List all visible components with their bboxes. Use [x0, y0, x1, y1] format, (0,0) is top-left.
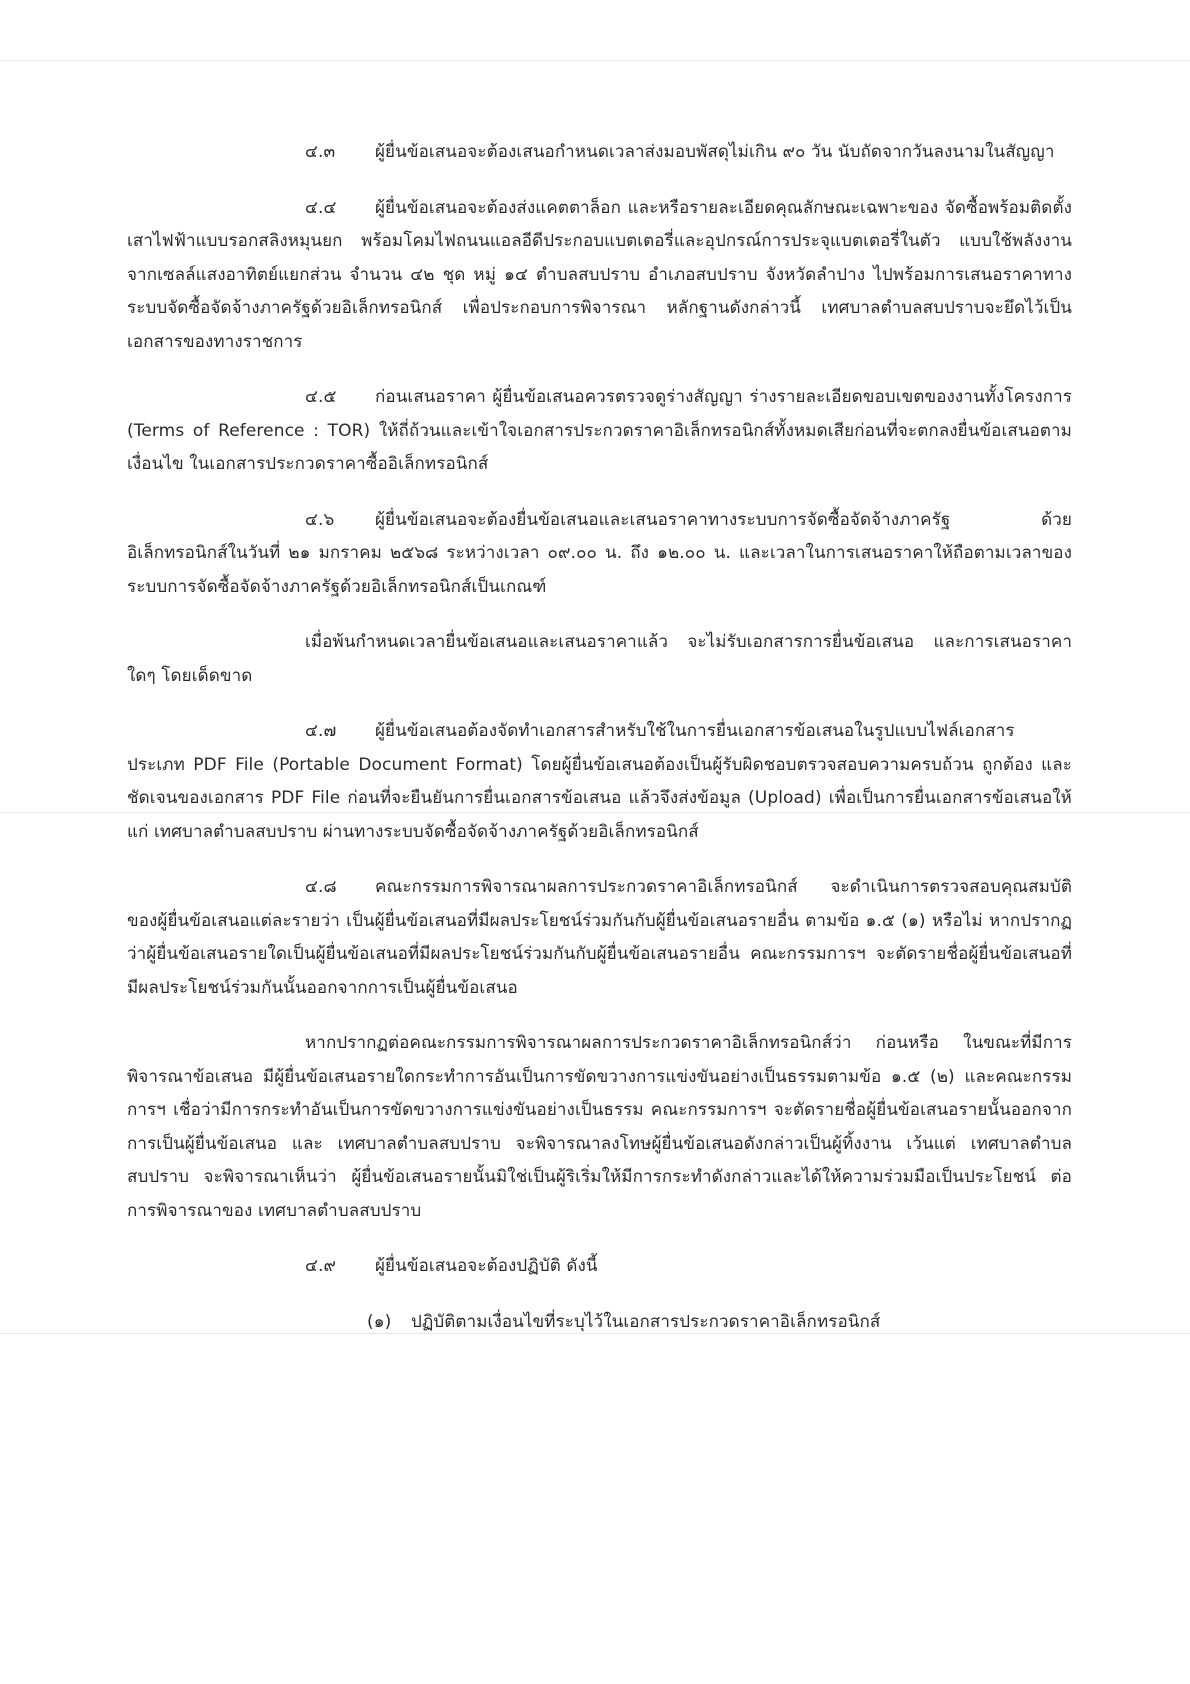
clause-text: ก่อนเสนอราคา ผู้ยื่นข้อเสนอควรตรวจดูร่างสัญญา ร่างรายละเอียดขอบเขตของงานทั้งโครงการ (Terms of Reference : TOR) ให้ถี่ถ้วนและเข้าใจเอกสารประกวดราคาอิเล็กทรอนิกส์ทั้งหมดเสียก่อนที่จะตกลงยื่นข้อเสนอตามเงื่อนไข ในเอกสารประกวดราคาซื้ออิเล็กทรอนิกส์ [127, 387, 1072, 474]
clause-number: ๔.๕ [305, 387, 337, 407]
clause-4-3 [127, 136, 1072, 170]
clause-text: ผู้ยื่นข้อเสนอจะต้องส่งแคตตาล็อก และหรือรายละเอียดคุณลักษณะเฉพาะของ จัดซื้อพร้อมติดตั้งเสาไฟฟ้าแบบรอกสลิงหมุนยก พร้อมโคมไฟถนนแอลอีดีประกอบแบตเตอรี่และอุปกรณ์การประจุแบตเตอรี่ในตัว แบบใช้พลังงานจากเซลล์แสงอาทิตย์แยกส่วน จำนวน ๔๒ ชุด หมู่ ๑๔ ตำบลสบปราบ อำเภอสบปราบ จังหวัดลำปาง ไปพร้อมการเสนอราคาทางระบบจัดซื้อจัดจ้างภาครัฐด้วยอิเล็กทรอนิกส์ เพื่อประกอบการพิจารณา หลักฐานดังกล่าวนี้ เทศบาลตำบลสบปราบจะยึดไว้เป็นเอกสารของทางราชการ [127, 197, 1072, 352]
clause-text: คณะกรรมการพิจารณาผลการประกวดราคาอิเล็กทรอนิกส์ จะดำเนินการตรวจสอบคุณสมบัติของผู้ยื่นข้อเสนอแต่ละรายว่า เป็นผู้ยื่นข้อเสนอที่มีผลประโยชน์ร่วมกันกับผู้ยื่นข้อเสนอรายอื่น ตามข้อ ๑.๕ (๑) หรือไม่ หากปรากฏว่าผู้ยื่นข้อเสนอรายใดเป็นผู้ยื่นข้อเสนอที่มีผลประโยชน์ร่วมกันกับผู้ยื่นข้อเสนอรายอื่น คณะกรรมการฯ จะตัดรายชื่อผู้ยื่นข้อเสนอที่มีผลประโยชน์ร่วมกันนั้นออกจากการเป็นผู้ยื่นข้อเสนอ [127, 877, 1072, 998]
sub-item-number: (๑) [367, 1311, 392, 1332]
sub-item-1 [367, 1306, 1072, 1340]
clause-4-6-continuation [127, 626, 1072, 693]
sub-item-text: ปฏิบัติตามเงื่อนไขที่ระบุไว้ในเอกสารประกวดราคาอิเล็กทรอนิกส์ [411, 1311, 881, 1332]
clause-4-8 [127, 871, 1072, 1005]
clause-4-8-continuation [127, 1027, 1072, 1228]
document-body [127, 136, 1072, 1361]
clause-text: หากปรากฏต่อคณะกรรมการพิจารณาผลการประกวดราคาอิเล็กทรอนิกส์ว่า ก่อนหรือ ในขณะที่มีการพิจารณาข้อเสนอ มีผู้ยื่นข้อเสนอรายใดกระทำการอันเป็นการขัดขวางการแข่งขันอย่างเป็นธรรมตามข้อ ๑.๕ (๒) และคณะกรรมการฯ เชื่อว่ามีการกระทำอันเป็นการขัดขวางการแข่งขันอย่างเป็นธรรม คณะกรรมการฯ จะตัดรายชื่อผู้ยื่นข้อเสนอรายนั้นออกจากการเป็นผู้ยื่นข้อเสนอ และ เทศบาลตำบลสบปราบ จะพิจารณาลงโทษผู้ยื่นข้อเสนอดังกล่าวเป็นผู้ทิ้งงาน เว้นแต่ เทศบาลตำบลสบปราบ จะพิจารณาเห็นว่า ผู้ยื่นข้อเสนอรายนั้นมิใช่เป็นผู้ริเริ่มให้มีการกระทำดังกล่าวและได้ให้ความร่วมมือเป็นประโยชน์ ต่อการพิจารณาของ เทศบาลตำบลสบปราบ [127, 1033, 1072, 1221]
clause-text: เมื่อพ้นกำหนดเวลายื่นข้อเสนอและเสนอราคาแล้ว จะไม่รับเอกสารการยื่นข้อเสนอ และการเสนอราคาใดๆ โดยเด็ดขาด [127, 632, 1072, 686]
clause-4-6 [127, 504, 1072, 605]
clause-number: ๔.๗ [305, 721, 337, 741]
clause-text: ผู้ยื่นข้อเสนอจะต้องยื่นข้อเสนอและเสนอราคาทางระบบการจัดซื้อจัดจ้างภาครัฐ ด้วยอิเล็กทรอนิกส์ในวันที่ ๒๑ มกราคม ๒๕๖๘ ระหว่างเวลา ๐๙.๐๐ น. ถึง ๑๒.๐๐ น. และเวลาในการเสนอราคาให้ถือตามเวลาของระบบการจัดซื้อจัดจ้างภาครัฐด้วยอิเล็กทรอนิกส์เป็นเกณฑ์ [127, 509, 1072, 597]
clause-text: ผู้ยื่นข้อเสนอจะต้องปฏิบัติ ดังนี้ [375, 1256, 598, 1276]
clause-4-9 [127, 1250, 1072, 1284]
scan-artifact [0, 60, 1190, 61]
clause-4-5 [127, 381, 1072, 482]
clause-text: ผู้ยื่นข้อเสนอจะต้องเสนอกำหนดเวลาส่งมอบพัสดุไม่เกิน ๙๐ วัน นับถัดจากวันลงนามในสัญญา [375, 142, 1055, 162]
clause-number: ๔.๓ [305, 142, 336, 162]
clause-number: ๔.๘ [305, 877, 337, 897]
clause-number: ๔.๔ [305, 197, 337, 218]
clause-number: ๔.๖ [305, 509, 335, 530]
clause-text: ผู้ยื่นข้อเสนอต้องจัดทำเอกสารสำหรับใช้ในการยื่นเอกสารข้อเสนอในรูปแบบไฟล์เอกสารประเภท PDF File (Portable Document Format) โดยผู้ยื่นข้อเสนอต้องเป็นผู้รับผิดชอบตรวจสอบความครบถ้วน ถูกต้อง และชัดเจนของเอกสาร PDF File ก่อนที่จะยืนยันการยื่นเอกสารข้อเสนอ แล้วจึงส่งข้อมูล (Upload) เพื่อเป็นการยื่นเอกสารข้อเสนอให้แก่ เทศบาลตำบลสบปราบ ผ่านทางระบบจัดซื้อจัดจ้างภาครัฐด้วยอิเล็กทรอนิกส์ [127, 721, 1072, 842]
clause-4-4 [127, 192, 1072, 360]
clause-number: ๔.๙ [305, 1256, 337, 1276]
clause-4-7 [127, 715, 1072, 849]
